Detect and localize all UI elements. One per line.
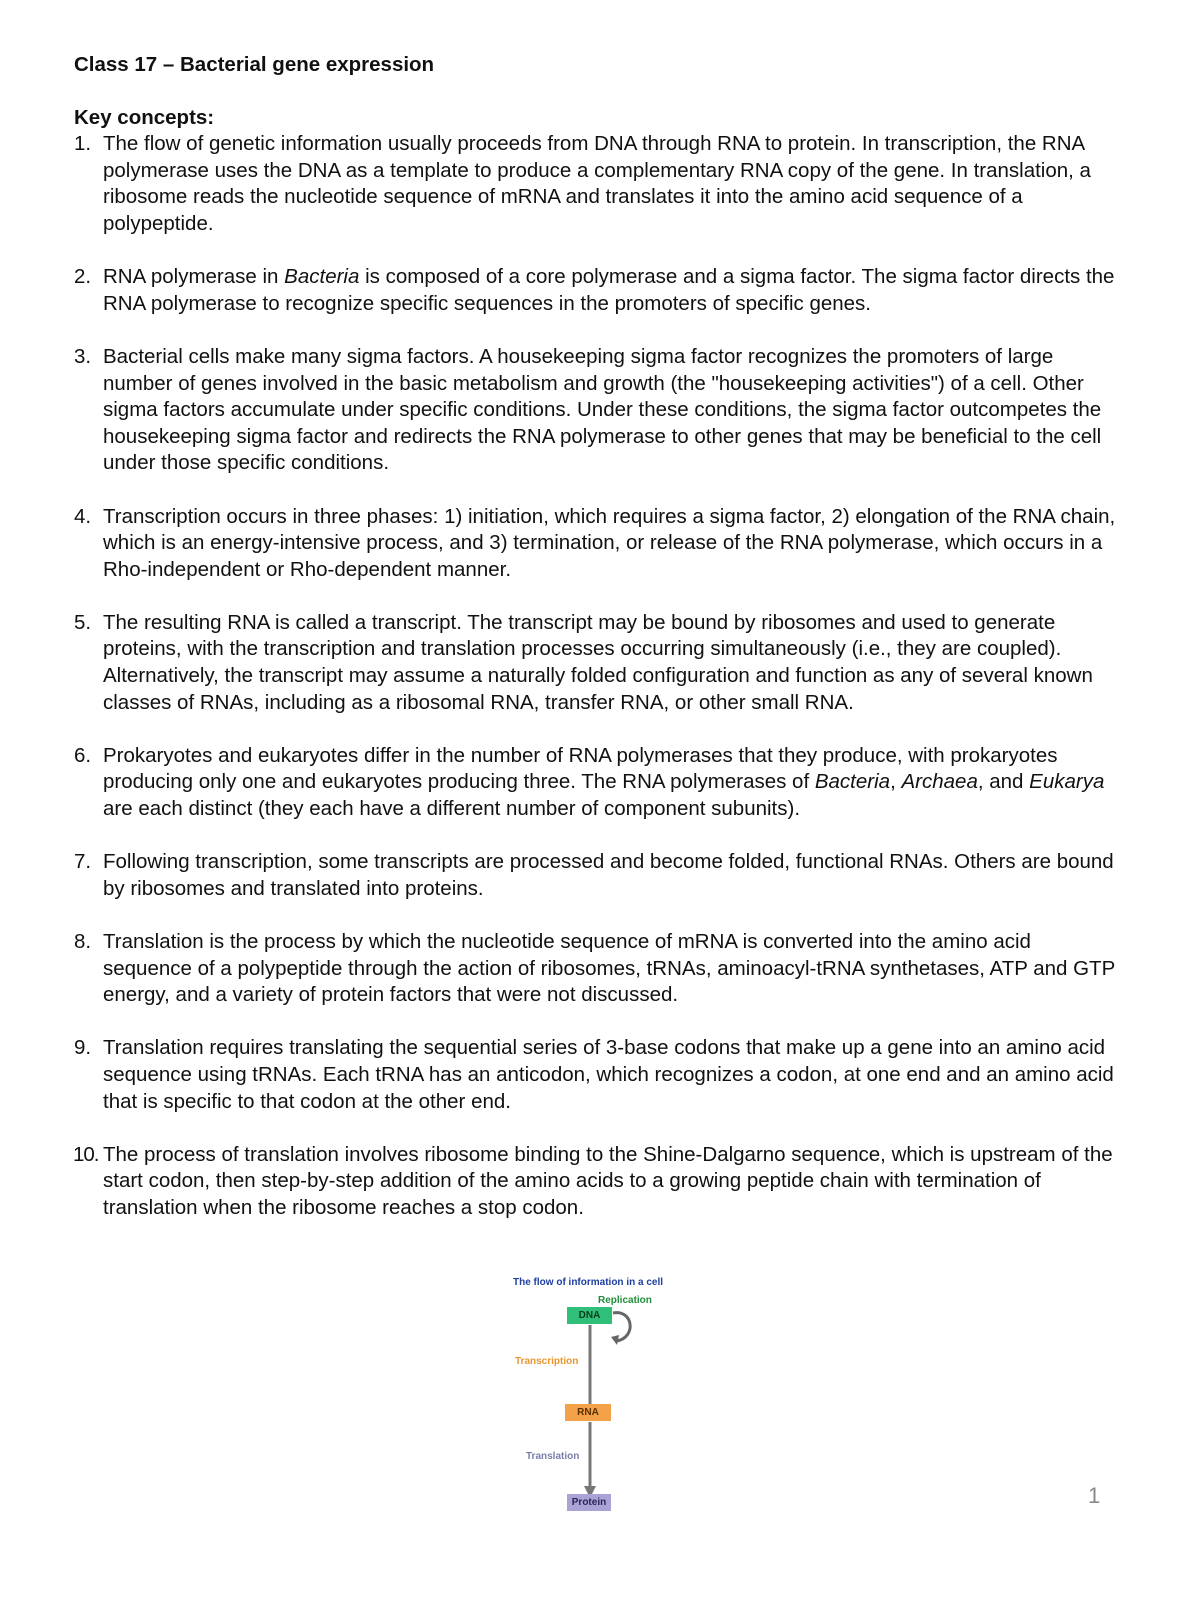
transcription-label: Transcription bbox=[515, 1356, 579, 1367]
list-item-text: RNA polymerase in Bacteria is composed of a core polymerase and a sigma factor. The sigma factor directs the RNA polymerase to recognize specific sequences in the promoters of specific genes. bbox=[103, 265, 1115, 315]
list-item bbox=[74, 929, 1124, 1009]
list-item bbox=[74, 1035, 1124, 1115]
page-number: 1 bbox=[1088, 1483, 1101, 1508]
list-item-text: Following transcription, some transcripts are processed and become folded, functional RNAs. Others are bound by ribosomes and translated into proteins. bbox=[103, 850, 1114, 900]
list-item bbox=[74, 264, 1124, 317]
list-item-text: Translation requires translating the sequential series of 3-base codons that make up a gene into an amino acid sequence using tRNAs. Each tRNA has an anticodon, which recognizes a codon, at one end and an amino acid that is specific to that codon at the other end. bbox=[103, 1036, 1114, 1113]
list-item-number: 8. bbox=[74, 930, 92, 953]
list-item bbox=[74, 743, 1124, 823]
list-item bbox=[74, 131, 1124, 237]
dna-box: DNA bbox=[567, 1307, 612, 1324]
list-item bbox=[74, 610, 1124, 716]
replication-label: Replication bbox=[598, 1295, 652, 1306]
list-item-number: 7. bbox=[74, 850, 92, 874]
list-item-number: 6. bbox=[74, 743, 92, 767]
list-item-text: Translation is the process by which the nucleotide sequence of mRNA is converted into the amino acid sequence of a polypeptide through the action of ribosomes, tRNAs, aminoacyl-tRNA synthetases, ATP and GTP energy, and a variety of protein factors that were not discussed. bbox=[103, 930, 1115, 1007]
list-item-text: Transcription occurs in three phases: 1) initiation, which requires a sigma factor, 2) elongation of the RNA chain, which is an energy-intensive process, and 3) termination, or release of the RNA polymerase, which occurs in a Rho-independent or Rho-dependent manner. bbox=[103, 504, 1116, 581]
list-item-number: 3. bbox=[74, 344, 92, 368]
list-item bbox=[74, 1142, 1124, 1222]
list-item-number: 9. bbox=[74, 1036, 92, 1060]
document-title: Class 17 – Bacterial gene expression bbox=[74, 53, 435, 76]
list-item-text: Prokaryotes and eukaryotes differ in the number of RNA polymerases that they produce, with prokaryotes producing only one and eukaryotes producing three. The RNA polymerases of Bacteria, Archaea, and Eukarya are each distinct (they each have a different number of component subunits). bbox=[103, 743, 1105, 821]
protein-box: Protein bbox=[567, 1494, 611, 1511]
key-concepts-heading: Key concepts: bbox=[74, 105, 215, 129]
diagram-title: The flow of information in a cell bbox=[513, 1277, 664, 1288]
list-item-number: 4. bbox=[74, 504, 92, 528]
translation-arrow bbox=[583, 1422, 597, 1502]
list-item-text: The flow of genetic information usually proceeds from DNA through RNA to protein. In transcription, the RNA polymerase uses the DNA as a template to produce a complementary RNA copy of the gene. In translation, a ribosome reads the nucleotide sequence of mRNA and translates it into the amino acid sequence of a polypeptide. bbox=[103, 132, 1091, 235]
replication-loop-icon bbox=[603, 1305, 643, 1350]
key-concepts-list bbox=[74, 131, 1124, 1221]
list-item-text: The process of translation involves ribosome binding to the Shine-Dalgarno sequence, which is upstream of the start codon, then step-by-step addition of the amino acids to a growing peptide chain with termination of translation when the ribosome reaches a stop codon. bbox=[103, 1142, 1113, 1219]
list-item-text: Bacterial cells make many sigma factors. A housekeeping sigma factor recognizes the promoters of large number of genes involved in the basic metabolism and growth (the "housekeeping activities") of a cell. Other sigma factors accumulate under specific conditions. Under these conditions, the sigma factor outcompetes the housekeeping sigma factor and redirects the RNA polymerase to other genes that may be beneficial to the cell under those specific conditions. bbox=[103, 344, 1102, 475]
translation-label: Translation bbox=[526, 1451, 580, 1462]
list-item bbox=[74, 504, 1124, 584]
list-item bbox=[74, 849, 1124, 902]
list-item-text: The resulting RNA is called a transcript. The transcript may be bound by ribosomes and used to generate proteins, with the transcription and translation processes occurring simultaneously (i.e., they are coupled). Alternatively, the transcript may assume a naturally folded configuration and function as any of several known classes of RNAs, including as a ribosomal RNA, transfer RNA, or other small RNA. bbox=[103, 610, 1093, 714]
list-item-number: 5. bbox=[74, 610, 92, 634]
list-item-number: 2. bbox=[74, 265, 92, 289]
document-page bbox=[74, 52, 1124, 1248]
list-item bbox=[74, 344, 1124, 477]
rna-box: RNA bbox=[565, 1404, 611, 1421]
information-flow-diagram bbox=[505, 1275, 705, 1520]
list-item-number: 1. bbox=[74, 132, 92, 156]
list-item-number: 10. bbox=[73, 1142, 99, 1166]
